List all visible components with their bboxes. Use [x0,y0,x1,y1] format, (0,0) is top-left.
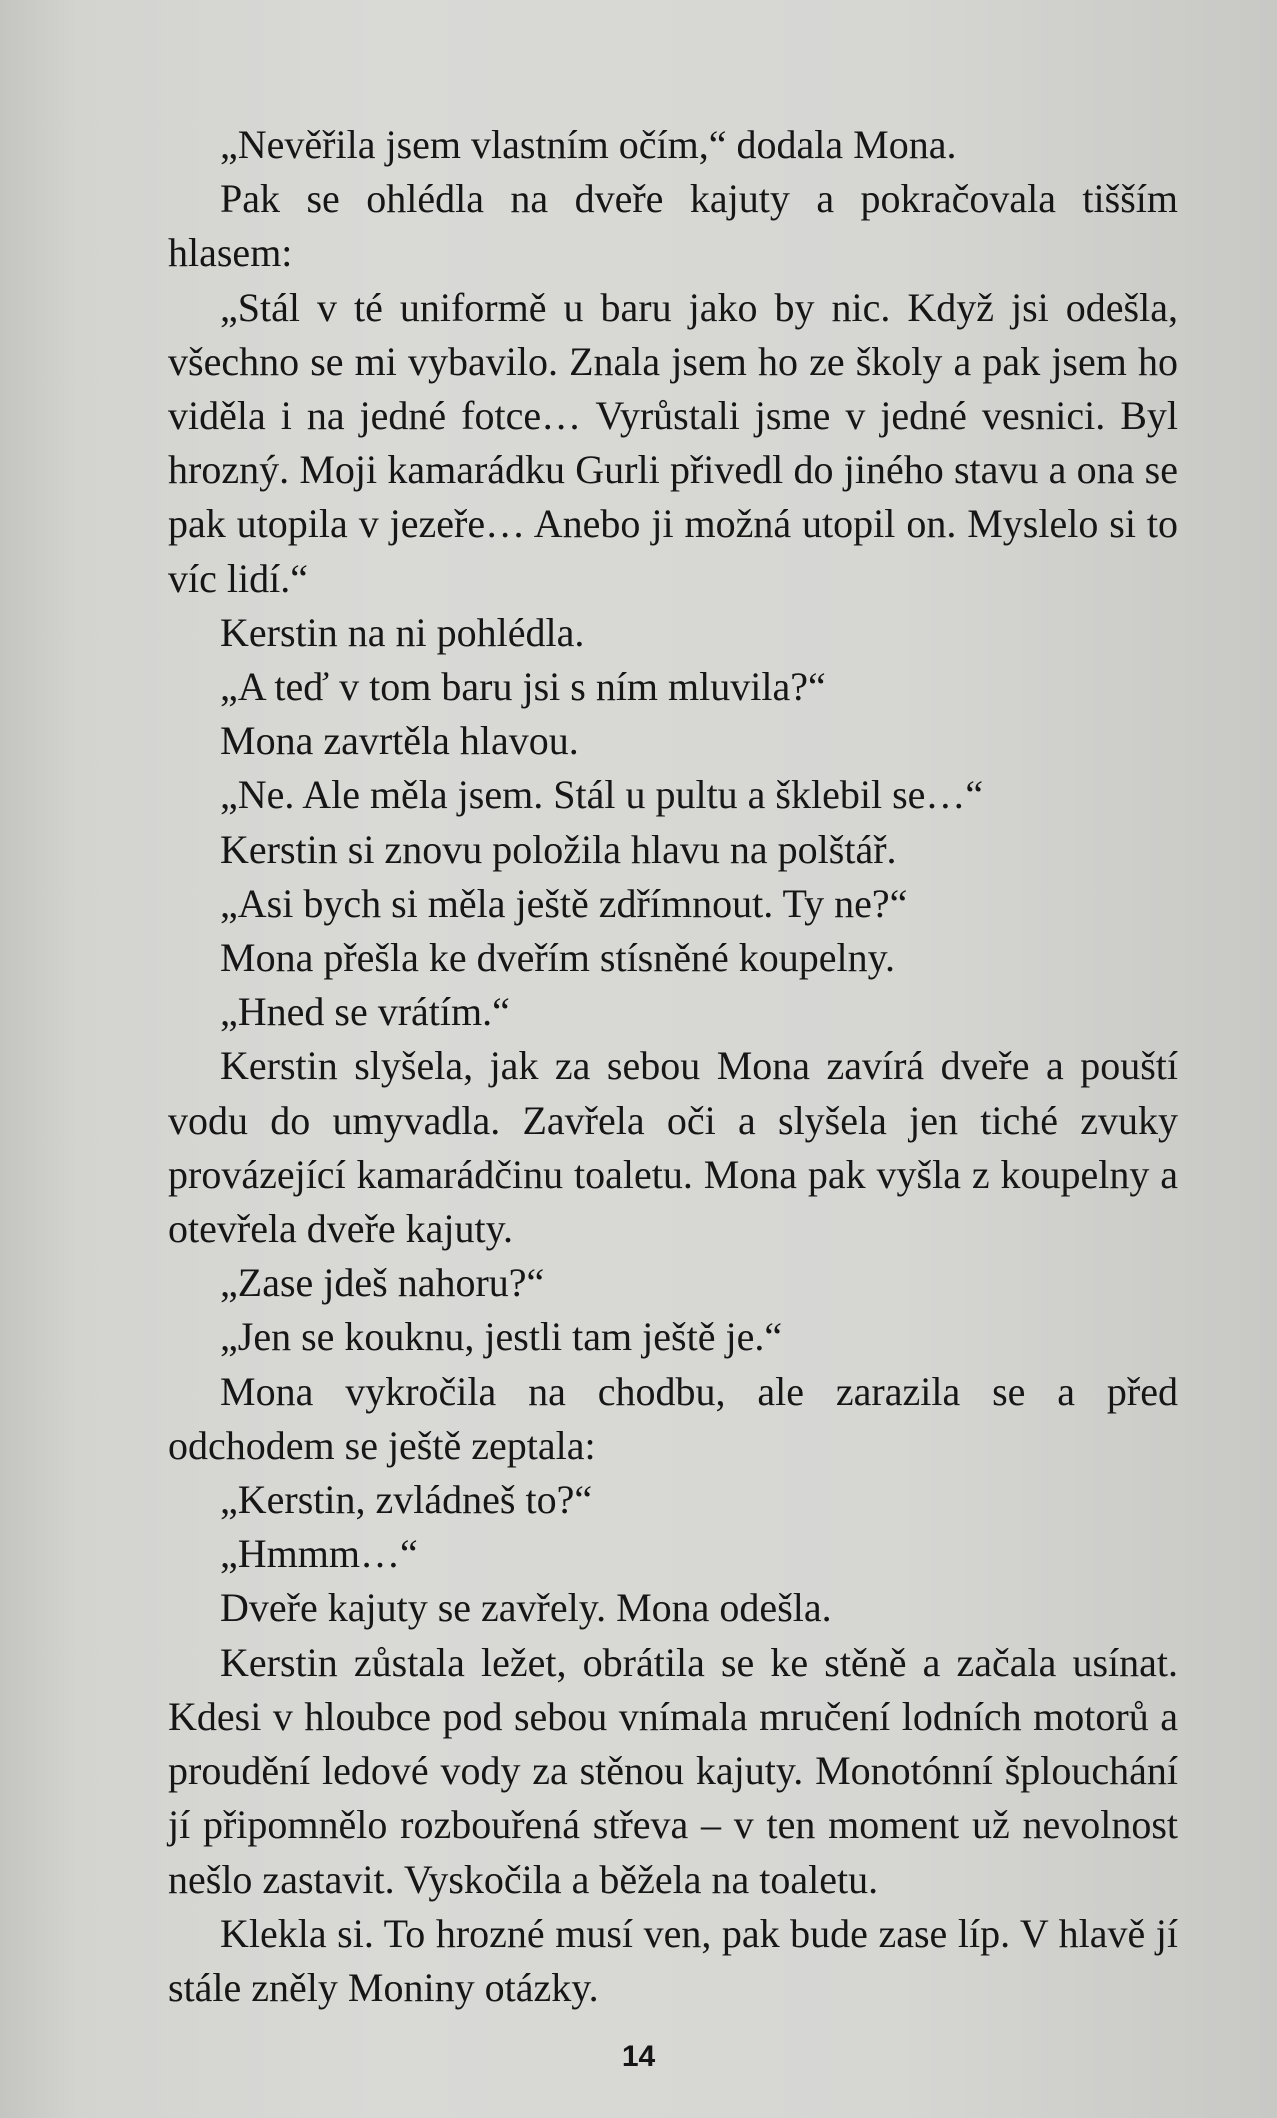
paragraph: Kerstin slyšela, jak za sebou Mona zavírá dveře a pouští vodu do umyvadla. Zavřela oči a slyšela jen tiché zvuky provázející kamarádčinu toaletu. Mona pak vyšla z koupelny a otevřela dveře kajuty. [168,1043,1178,1252]
paragraph: Pak se ohlédla na dveře kajuty a pokračovala tišším hlasem: [168,176,1178,276]
paragraph: „Stál v té uniformě u baru jako by nic. Když jsi odešla, všechno se mi vybavilo. Znala jsem ho ze školy a pak jsem ho viděla i na jedné fotce… Vyrůstali jsme v jedné vesnici. Byl hrozný. Moji kamarádku Gurli přivedl do jiného stavu a ona se pak utopila v jezeře… Anebo ji možná utopil on. Myslelo si to víc lidí.“ [168,284,1178,601]
paragraph: Mona vykročila na chodbu, ale zarazila se a před odchodem se ještě zeptala: [168,1368,1178,1468]
page-number: 14 [621,2040,656,2073]
paragraph: „Ne. Ale měla jsem. Stál u pultu a šklebil se…“ [220,772,984,818]
paragraph: Dveře kajuty se zavřely. Mona odešla. [220,1585,832,1631]
paragraph: Klekla si. To hrozné musí ven, pak bude zase líp. V hlavě jí stále zněly Moniny otázky. [168,1910,1178,2010]
paragraph: „Zase jdeš nahoru?“ [220,1260,545,1306]
paragraph: „Jen se kouknu, jestli tam ještě je.“ [220,1314,783,1360]
paragraph: „A teď v tom baru jsi s ním mluvila?“ [220,664,826,710]
paragraph: „Asi bych si měla ještě zdřímnout. Ty ne?“ [220,880,908,926]
paragraph: „Hned se vrátím.“ [220,989,510,1035]
paragraph: „Hmmm…“ [220,1531,418,1577]
paragraph: Kerstin na ni pohlédla. [220,609,585,655]
paragraph: Mona zavrtěla hlavou. [220,718,579,764]
paragraph: „Kerstin, zvládneš to?“ [220,1477,593,1523]
paragraph: Mona přešla ke dveřím stísněné koupelny. [220,935,896,981]
paragraph: „Nevěřila jsem vlastním očím,“ dodala Mona. [220,122,957,167]
body-text [168,118,1178,2015]
paragraph: Kerstin zůstala ležet, obrátila se ke stěně a začala usínat. Kdesi v hloubce pod sebou vnímala mručení lodních motorů a proudění ledové vody za stěnou kajuty. Monotónní šplouchání jí připomnělo rozbouřená střeva – v ten moment už nevolnost nešlo zastavit. Vyskočila a běžela na toaletu. [168,1639,1178,1902]
paragraph: Kerstin si znovu položila hlavu na polštář. [220,826,897,872]
